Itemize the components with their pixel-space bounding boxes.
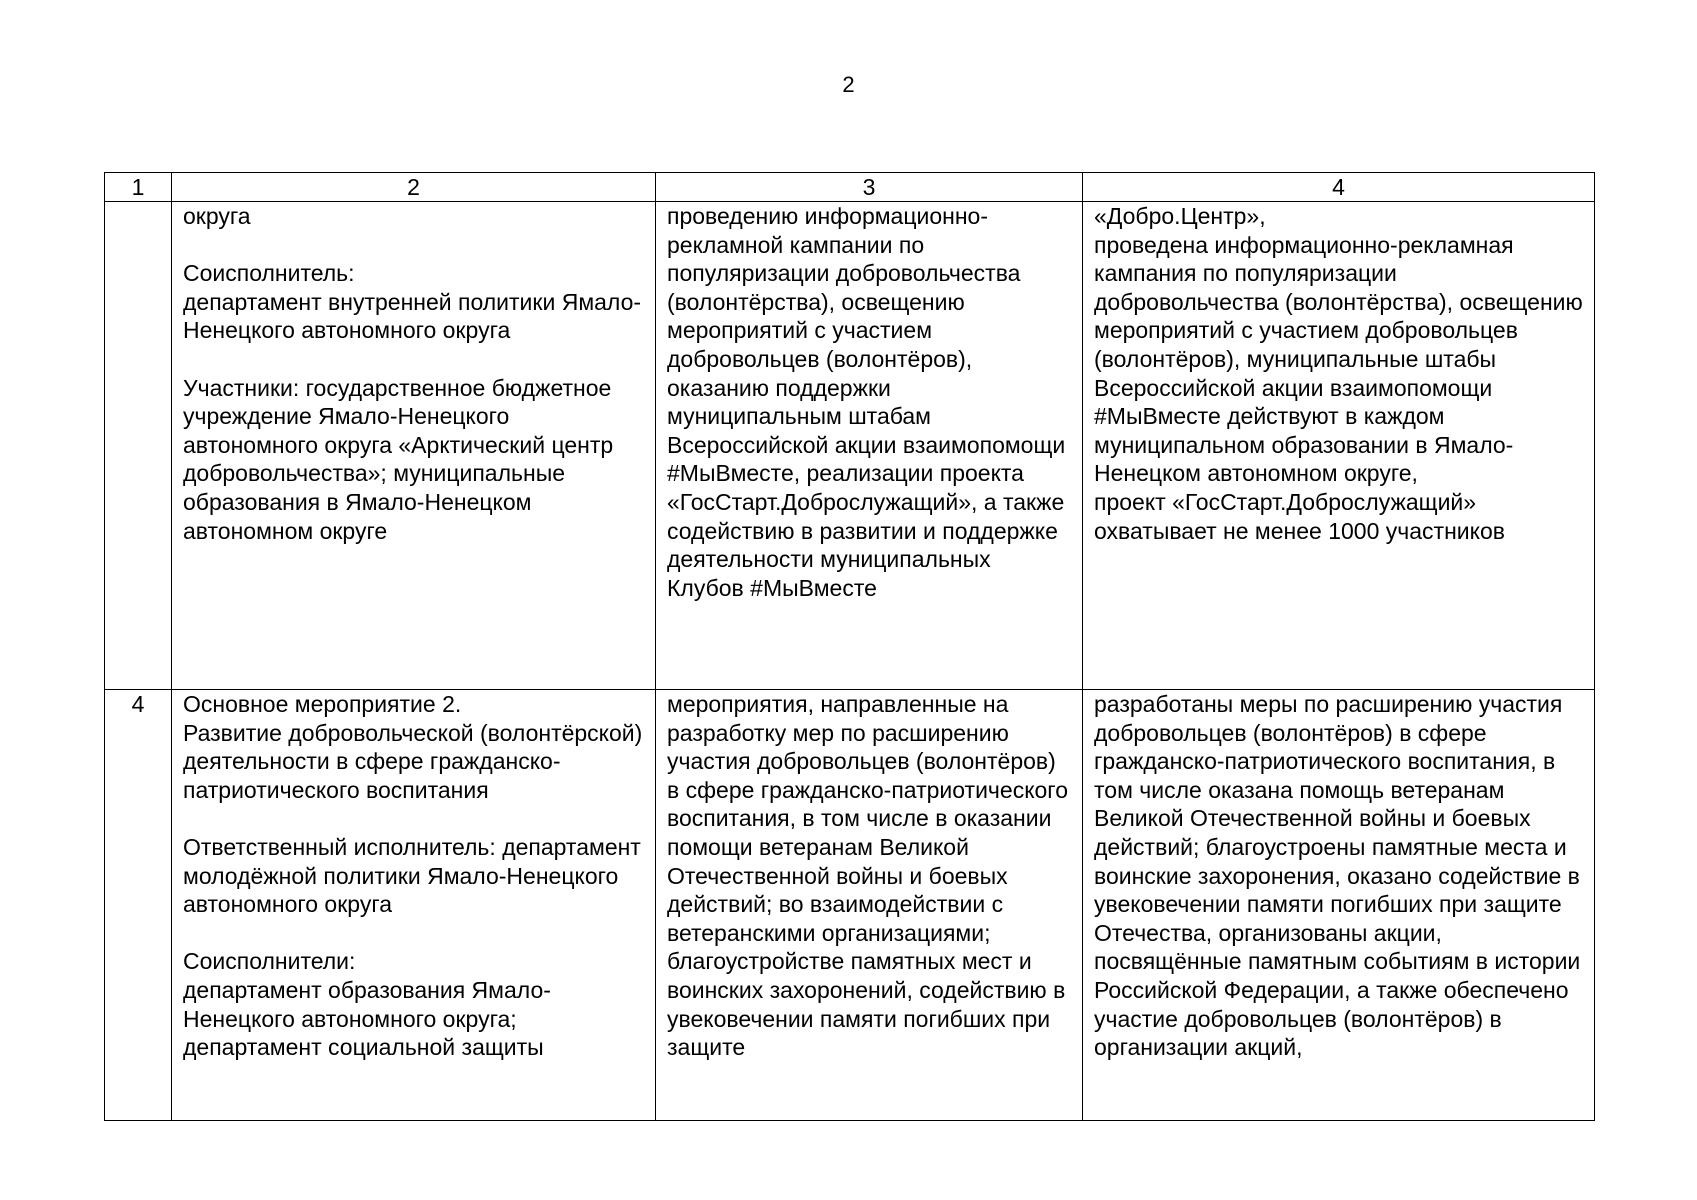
description-cell: проведению информационно-рекламной кампании по популяризации добровольчества (волонтёрства), освещению мероприятий с участием добровольцев (волонтёров), оказанию поддержки муниципальным штабам Всероссийской акции взаимопомощи #МыВместе, реализации проекта «ГосСтарт.Доброслужащий», а также содействию в развитии и поддержке деятельности муниципальных Клубов #МыВместе <box>656 202 1083 690</box>
measure-cell: Основное мероприятие 2. Развитие добровольческой (волонтёрской) деятельности в сфере гражданско-патриотического воспитания Ответственный исполнитель: департамент молодёжной политики Ямало-Ненецкого автономного округа Соисполнители: департамент образования Ямало-Ненецкого автономного округа; департамент социальной защиты <box>172 690 656 1121</box>
row-number-cell: 4 <box>105 690 172 1121</box>
column-header-4: 4 <box>1083 173 1595 202</box>
result-cell: «Добро.Центр», проведена информационно-рекламная кампания по популяризации добровольчества (волонтёрства), освещению мероприятий с участием добровольцев (волонтёров), муниципальные штабы Всероссийской акции взаимопомощи #МыВместе действуют в каждом муниципальном образовании в Ямало-Ненецком автономном округе, проект «ГосСтарт.Доброслужащий» охватывает не менее 1000 участников <box>1083 202 1595 690</box>
program-table <box>104 172 1595 1121</box>
description-cell: мероприятия, направленные на разработку мер по расширению участия добровольцев (волонтёров) в сфере гражданско-патриотического воспитания, в том числе в оказании помощи ветеранам Великой Отечественной войны и боевых действий; во взаимодействии с ветеранскими организациями; благоустройстве памятных мест и воинских захоронений, содействию в увековечении памяти погибших при защите <box>656 690 1083 1121</box>
table-header-row <box>105 173 1595 202</box>
table-row <box>105 690 1595 1121</box>
page-number: 2 <box>842 72 855 97</box>
table-row <box>105 202 1595 690</box>
column-header-1: 1 <box>105 173 172 202</box>
result-cell: разработаны меры по расширению участия добровольцев (волонтёров) в сфере гражданско-патриотического воспитания, в том числе оказана помощь ветеранам Великой Отечественной войны и боевых действий; благоустроены памятные места и воинские захоронения, оказано содействие в увековечении памяти погибших при защите Отечества, организованы акции, посвящённые памятным событиям в истории Российской Федерации, а также обеспечено участие добровольцев (волонтёров) в организации акций, <box>1083 690 1595 1121</box>
column-header-3: 3 <box>656 173 1083 202</box>
column-header-2: 2 <box>172 173 656 202</box>
row-number-cell <box>105 202 172 690</box>
measure-cell: округа Соисполнитель: департамент внутренней политики Ямало-Ненецкого автономного округа Участники: государственное бюджетное учреждение Ямало-Ненецкого автономного округа «Арктический центр добровольчества»; муниципальные образования в Ямало-Ненецком автономном округе <box>172 202 656 690</box>
